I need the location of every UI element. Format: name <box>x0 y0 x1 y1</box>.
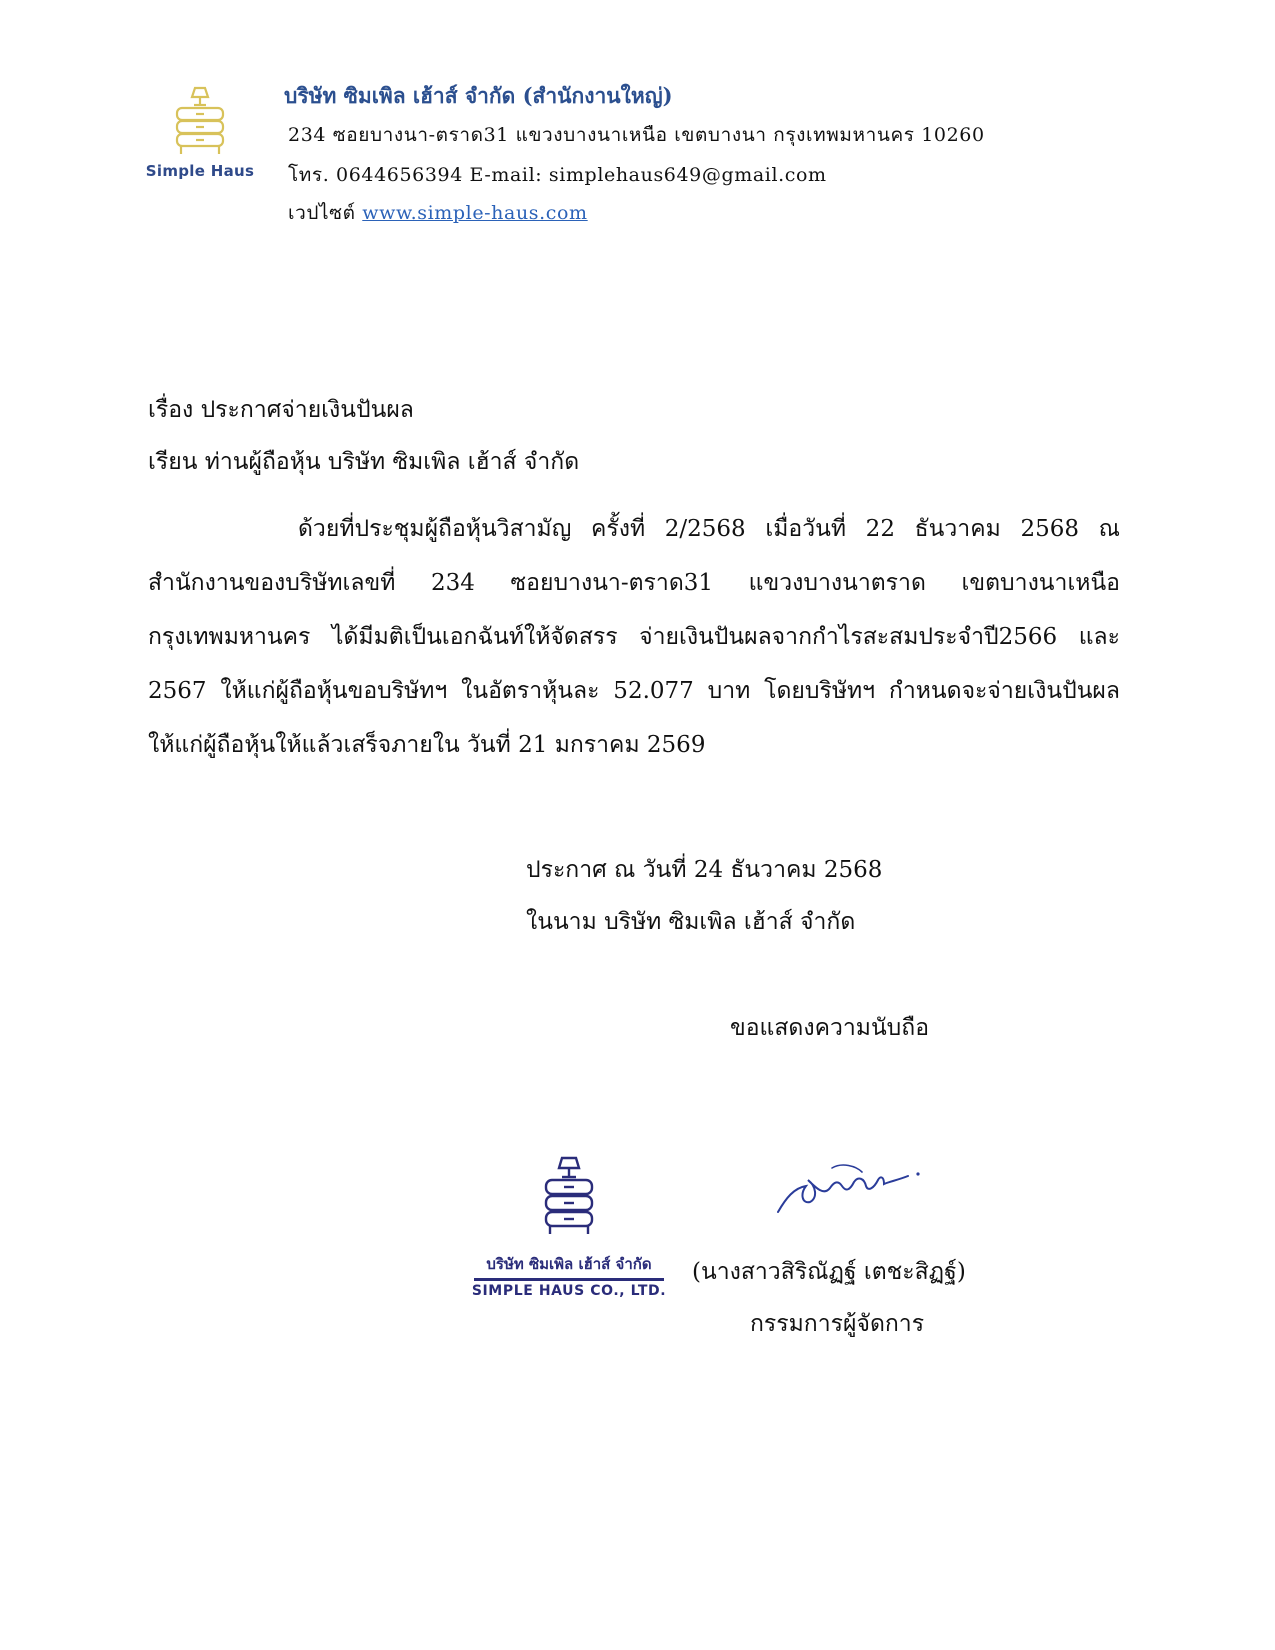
handwritten-signature <box>772 1158 932 1218</box>
company-website-line <box>288 198 588 228</box>
announcement-on-behalf: ในนาม บริษัท ซิมเพิล เฮ้าส์ จำกัด <box>526 909 856 935</box>
announcement-date: ประกาศ ณ วันที่ 24 ธันวาคม 2568 <box>526 857 883 883</box>
body-line: ให้แก่ผู้ถือหุ้นให้แล้วเสร็จภายใน วันที่ 21 มกราคม 2569 <box>148 732 706 758</box>
signer-name: (นางสาวสิริณัฏฐ์ เตชะสิฏฐ์) <box>692 1259 966 1285</box>
seal-thai-name: บริษัท ซิมเพิล เฮ้าส์ จำกัด <box>486 1255 652 1273</box>
company-logo <box>140 84 260 184</box>
dresser-lamp-icon <box>165 84 235 160</box>
letter-salutation: เรียน ท่านผู้ถือหุ้น บริษัท ซิมเพิล เฮ้าส์ จำกัด <box>148 449 580 475</box>
company-contact: โทร. 0644656394 E-mail: simplehaus649@gmail.com <box>288 164 827 186</box>
signer-position: กรรมการผู้จัดการ <box>750 1311 925 1337</box>
website-label: เวปไซต์ <box>288 202 356 224</box>
company-seal <box>462 1156 676 1316</box>
closing-regards: ขอแสดงความนับถือ <box>730 1015 930 1041</box>
company-name: บริษัท ซิมเพิล เฮ้าส์ จำกัด (สำนักงานใหญ่) <box>284 83 673 108</box>
body-line: 2567 ให้แก่ผู้ถือหุ้นขอบริษัทฯ ในอัตราหุ้นละ 52.077 บาท โดยบริษัทฯ กำหนดจะจ่ายเงินปันผล <box>148 678 1120 704</box>
body-line: สำนักงานของบริษัทเลขที่ 234 ซอยบางนา-ตราด31 แขวงบางนาตราด เขตบางนาเหนือ <box>148 570 1120 596</box>
letter-body <box>148 502 1120 772</box>
logo-brand-text: Simple Haus <box>145 162 255 180</box>
body-line: ด้วยที่ประชุมผู้ถือหุ้นวิสามัญ ครั้งที่ 2/2568 เมื่อวันที่ 22 ธันวาคม 2568 ณ <box>298 516 1120 542</box>
letter-subject: เรื่อง ประกาศจ่ายเงินปันผล <box>148 397 414 423</box>
company-address: 234 ซอยบางนา-ตราด31 แขวงบางนาเหนือ เขตบางนา กรุงเทพมหานคร 10260 <box>288 124 985 146</box>
website-link[interactable]: www.simple-haus.com <box>362 202 588 224</box>
seal-divider <box>474 1278 664 1281</box>
body-line: กรุงเทพมหานคร ได้มีมติเป็นเอกฉันท์ให้จัดสรร จ่ายเงินปันผลจากกำไรสะสมประจำปี2566 และ <box>148 624 1120 650</box>
seal-dresser-icon <box>462 1156 676 1236</box>
seal-english-name: SIMPLE HAUS CO., LTD. <box>471 1283 667 1299</box>
